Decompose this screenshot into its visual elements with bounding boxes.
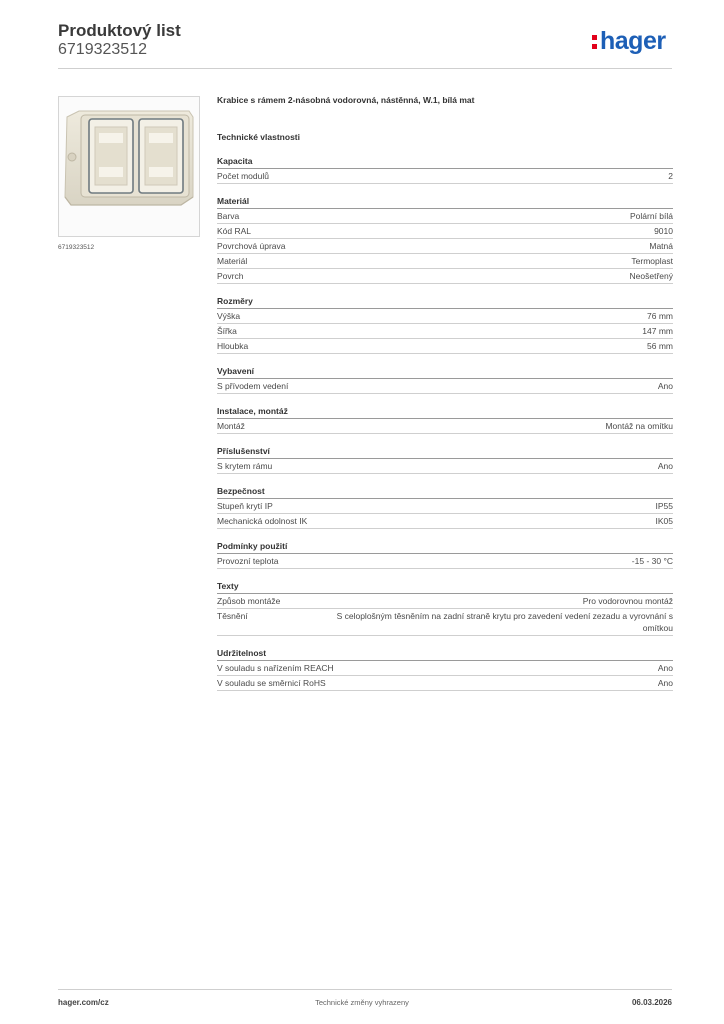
spec-group-title: Příslušenství <box>217 445 673 459</box>
section-heading: Technické vlastnosti <box>217 132 300 142</box>
spec-row <box>217 379 673 394</box>
spec-value: Ano <box>657 678 673 688</box>
hager-logo <box>592 26 674 56</box>
spec-row <box>217 499 673 514</box>
spec-label: Těsnění <box>217 611 248 621</box>
spec-label: V souladu se směrnicí RoHS <box>217 678 326 688</box>
logo-mark-bottom <box>592 44 597 49</box>
spec-row <box>217 309 673 324</box>
spec-label: Provozní teplota <box>217 556 279 566</box>
spec-label: Povrch <box>217 271 244 281</box>
spec-row <box>217 676 673 691</box>
spec-value: Pro vodorovnou montáž <box>582 596 673 606</box>
spec-label: Šířka <box>217 326 237 336</box>
specifications <box>217 95 673 702</box>
spec-value: 147 mm <box>642 326 673 336</box>
spec-group <box>217 295 673 354</box>
spec-row <box>217 419 673 434</box>
spec-value: 2 <box>668 171 673 181</box>
spec-label: Povrchová úprava <box>217 241 286 251</box>
spec-group-title: Kapacita <box>217 155 673 169</box>
spec-label: Způsob montáže <box>217 596 281 606</box>
spec-label: Hloubka <box>217 341 249 351</box>
spec-value: Termoplast <box>631 256 673 266</box>
spec-group <box>217 405 673 434</box>
spec-group-title: Podmínky použití <box>217 540 673 554</box>
photo-caption: 6719323512 <box>58 244 95 251</box>
spec-group-title: Instalace, montáž <box>217 405 673 419</box>
spec-group <box>217 485 673 529</box>
spec-value: S celoplošným těsněním na zadní straně krytu pro zavedení vedení zezadu a vyrovnání s omítkou <box>336 611 673 633</box>
footer-website: hager.com/cz <box>58 998 109 1007</box>
logo-text: hager <box>600 27 666 55</box>
header-divider <box>58 68 672 69</box>
spec-group <box>217 445 673 474</box>
spec-value: Ano <box>657 381 673 391</box>
spec-label: S přívodem vedení <box>217 381 289 391</box>
spec-group-title: Vybavení <box>217 365 673 379</box>
spec-label: Mechanická odolnost IK <box>217 516 308 526</box>
spec-row <box>217 459 673 474</box>
spec-group <box>217 155 673 184</box>
spec-group-title: Udržitelnost <box>217 647 673 661</box>
product-description: Krabice s rámem 2-násobná vodorovná, nástěnná, W.1, bílá mat <box>217 95 475 105</box>
product-photo-icon <box>61 109 197 209</box>
spec-value: IP55 <box>655 501 673 511</box>
spec-row <box>217 224 673 239</box>
spec-label: Stupeň krytí IP <box>217 501 273 511</box>
page-title: Produktový list <box>58 21 181 40</box>
spec-value: -15 - 30 °C <box>631 556 673 566</box>
spec-value: Ano <box>657 461 673 471</box>
product-code: 6719323512 <box>58 41 147 58</box>
spec-row <box>217 269 673 284</box>
spec-value: Ano <box>657 663 673 673</box>
spec-groups <box>217 155 673 691</box>
footer-notice: Technické změny vyhrazeny <box>315 998 409 1007</box>
spec-group-title: Texty <box>217 580 673 594</box>
footer-divider <box>58 989 672 990</box>
spec-value: 9010 <box>654 226 673 236</box>
spec-label: Kód RAL <box>217 226 252 236</box>
spec-value: IK05 <box>655 516 673 526</box>
spec-row <box>217 324 673 339</box>
spec-label: Počet modulů <box>217 171 269 181</box>
spec-group <box>217 195 673 284</box>
spec-row <box>217 661 673 676</box>
spec-group <box>217 580 673 636</box>
spec-row <box>217 209 673 224</box>
logo-mark-top <box>592 35 597 40</box>
spec-value: Polární bílá <box>630 211 673 221</box>
spec-row <box>217 514 673 529</box>
spec-value: Montáž na omítku <box>605 421 673 431</box>
spec-value: 56 mm <box>647 341 673 351</box>
spec-group-title: Rozměry <box>217 295 673 309</box>
spec-group-title: Bezpečnost <box>217 485 673 499</box>
spec-group-title: Materiál <box>217 195 673 209</box>
spec-row <box>217 554 673 569</box>
spec-row <box>217 339 673 354</box>
spec-label: Výška <box>217 311 241 321</box>
spec-group <box>217 365 673 394</box>
spec-group <box>217 647 673 691</box>
spec-label: S krytem rámu <box>217 461 273 471</box>
footer-date: 06.03.2026 <box>631 998 672 1007</box>
product-photo-frame <box>58 96 200 237</box>
spec-label: Barva <box>217 211 240 221</box>
spec-label: Montáž <box>217 421 245 431</box>
spec-row <box>217 609 673 636</box>
spec-row <box>217 239 673 254</box>
spec-label: V souladu s nařízením REACH <box>217 663 334 673</box>
spec-row <box>217 169 673 184</box>
spec-value: Neošetřený <box>629 271 673 281</box>
spec-value: Matná <box>649 241 673 251</box>
spec-label: Materiál <box>217 256 248 266</box>
spec-group <box>217 540 673 569</box>
spec-row <box>217 254 673 269</box>
spec-row <box>217 594 673 609</box>
spec-value: 76 mm <box>647 311 673 321</box>
